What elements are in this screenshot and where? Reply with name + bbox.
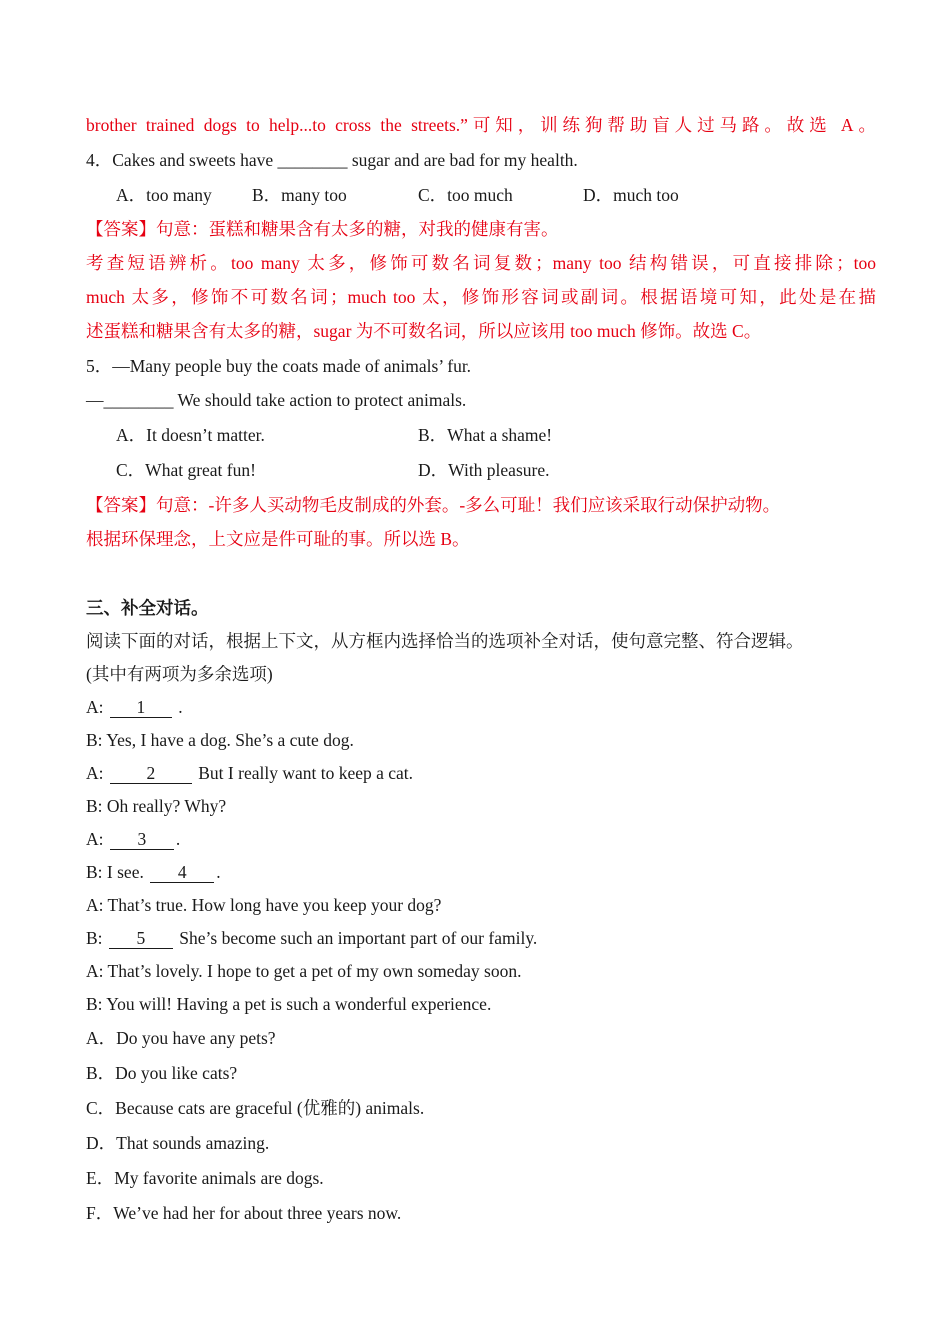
answer-blank[interactable]: 3: [110, 829, 174, 850]
dialogue-line: [86, 822, 180, 856]
choice-item: B．Do you like cats?: [86, 1063, 238, 1083]
dialogue-line: A: That’s true. How long have you keep your dog?: [86, 895, 442, 915]
dialogue-line: [86, 756, 413, 790]
q5-option-d: D．With pleasure.: [418, 460, 550, 480]
q5-options-row: [86, 418, 876, 452]
dialogue-line: [86, 855, 221, 889]
answer-blank[interactable]: 1: [110, 697, 172, 718]
dialogue-text: .: [216, 862, 221, 882]
dialogue-text: But I really want to keep a cat.: [193, 763, 414, 783]
choice-item: A．Do you have any pets?: [86, 1028, 276, 1048]
dialogue-text: .: [173, 697, 183, 717]
section-instructions: 阅读下面的对话，根据上下文，从方框内选择恰当的选项补全对话，使句意完整、符合逻辑。: [86, 631, 804, 651]
q5-explanation-line: 根据环保理念，上文应是件可耻的事。所以选 B。: [86, 529, 470, 549]
q4-option-b: B．many too: [252, 185, 347, 205]
q3-answer-tail: brother trained dogs to help...to cross the streets.”可知，训练狗帮助盲人过马路。故选 A。: [86, 115, 876, 135]
q4-options: [86, 178, 876, 212]
q5-option-a: A．It doesn’t matter.: [116, 425, 265, 445]
dialogue-text: .: [175, 829, 181, 849]
choice-item: E．My favorite animals are dogs.: [86, 1168, 324, 1188]
section-instructions-note: (其中有两项为多余选项): [86, 664, 273, 684]
q5-stem: 5．—Many people buy the coats made of animals’ fur.: [86, 356, 472, 376]
section-heading: 三、补全对话。: [86, 598, 209, 618]
dialogue-line: B: You will! Having a pet is such a wonderful experience.: [86, 994, 492, 1014]
speaker-text: B: I see.: [86, 862, 149, 882]
answer-blank[interactable]: 5: [109, 928, 173, 949]
q5-stem: —________ We should take action to protect animals.: [86, 390, 467, 410]
q5-option-b: B．What a shame!: [418, 425, 553, 445]
q4-explanation-line: 述蛋糕和糖果含有太多的糖，sugar 为不可数名词，所以应该用 too much 修饰。故选 C。: [86, 321, 762, 341]
dialogue-line: A: That’s lovely. I hope to get a pet of my own someday soon.: [86, 961, 522, 981]
q4-explanation-line: much 太多，修饰不可数名词；much too 太，修饰形容词或副词。根据语境可知，此处是在描: [86, 287, 876, 307]
dialogue-line: [86, 690, 183, 724]
dialogue-line: [86, 921, 537, 955]
answer-blank[interactable]: 2: [110, 763, 192, 784]
speaker-text: A:: [86, 763, 108, 783]
dialogue-line: B: Oh really? Why?: [86, 796, 227, 816]
q4-answer-line: 【答案】句意：蛋糕和糖果含有太多的糖，对我的健康有害。: [86, 219, 559, 239]
choice-item: C．Because cats are graceful (优雅的) animals.: [86, 1098, 425, 1118]
choice-item: F．We’ve had her for about three years now.: [86, 1203, 402, 1223]
q5-option-c: C．What great fun!: [116, 460, 256, 480]
speaker-text: A:: [86, 697, 108, 717]
dialogue-text: She’s become such an important part of our family.: [174, 928, 538, 948]
q5-answer-line: 【答案】句意：-许多人买动物毛皮制成的外套。-多么可耻！我们应该采取行动保护动物。: [86, 495, 781, 515]
q5-options-row: [86, 453, 876, 487]
dialogue-line: B: Yes, I have a dog. She’s a cute dog.: [86, 730, 354, 750]
speaker-text: A:: [86, 829, 108, 849]
answer-blank[interactable]: 4: [150, 862, 214, 883]
q4-explanation-line: 考查短语辨析。too many 太多，修饰可数名词复数；many too 结构错误，可直接排除；too: [86, 253, 876, 273]
q4-stem: 4．Cakes and sweets have ________ sugar and are bad for my health.: [86, 150, 578, 170]
q4-option-a: A．too many: [116, 185, 212, 205]
choice-item: D．That sounds amazing.: [86, 1133, 270, 1153]
q4-option-d: D．much too: [583, 185, 679, 205]
q4-option-c: C．too much: [418, 185, 513, 205]
speaker-text: B:: [86, 928, 107, 948]
